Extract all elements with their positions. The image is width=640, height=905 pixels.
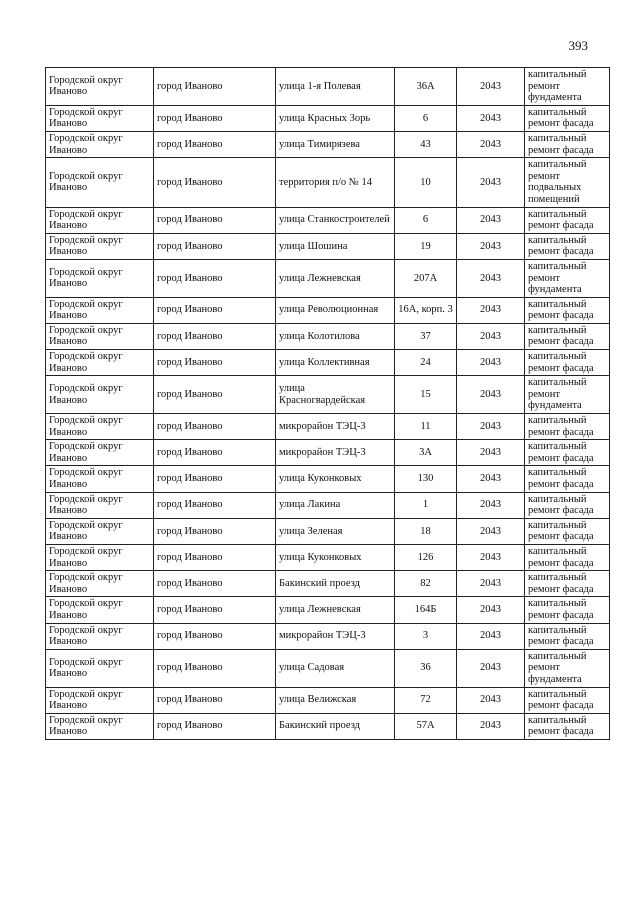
work-type-cell: капитальный ремонт фасада — [525, 233, 610, 259]
street-cell: улица Куконковых — [276, 466, 395, 492]
district-cell: Городской округ Иваново — [46, 492, 154, 518]
work-type-cell: капитальный ремонт фасада — [525, 492, 610, 518]
table-row — [46, 518, 610, 544]
city-cell: город Иваново — [154, 440, 276, 466]
table-row — [46, 492, 610, 518]
district-cell: Городской округ Иваново — [46, 233, 154, 259]
street-cell: улица Зеленая — [276, 518, 395, 544]
work-type-cell: капитальный ремонт фундамента — [525, 259, 610, 297]
table-row — [46, 207, 610, 233]
city-cell: город Иваново — [154, 105, 276, 131]
table-row — [46, 440, 610, 466]
year-cell: 2043 — [457, 105, 525, 131]
district-cell: Городской округ Иваново — [46, 518, 154, 544]
house-number-cell: 16А, корп. 3 — [395, 297, 457, 323]
work-type-cell: капитальный ремонт фасада — [525, 518, 610, 544]
street-cell: улица Садовая — [276, 649, 395, 687]
table-row — [46, 233, 610, 259]
table-row — [46, 571, 610, 597]
table-row — [46, 649, 610, 687]
street-cell: микрорайон ТЭЦ-3 — [276, 440, 395, 466]
district-cell: Городской округ Иваново — [46, 466, 154, 492]
city-cell: город Иваново — [154, 68, 276, 106]
district-cell: Городской округ Иваново — [46, 544, 154, 570]
year-cell: 2043 — [457, 571, 525, 597]
house-number-cell: 10 — [395, 158, 457, 207]
house-number-cell: 130 — [395, 466, 457, 492]
table-row — [46, 323, 610, 349]
house-number-cell: 24 — [395, 350, 457, 376]
year-cell: 2043 — [457, 376, 525, 414]
house-number-cell: 207А — [395, 259, 457, 297]
street-cell: улица Лежневская — [276, 597, 395, 623]
work-type-cell: капитальный ремонт фундамента — [525, 376, 610, 414]
district-cell: Городской округ Иваново — [46, 131, 154, 157]
table-row — [46, 158, 610, 207]
city-cell: город Иваново — [154, 597, 276, 623]
work-type-cell: капитальный ремонт фасада — [525, 207, 610, 233]
street-cell: улица Лежневская — [276, 259, 395, 297]
year-cell: 2043 — [457, 207, 525, 233]
city-cell: город Иваново — [154, 492, 276, 518]
city-cell: город Иваново — [154, 466, 276, 492]
house-number-cell: 82 — [395, 571, 457, 597]
table-row — [46, 68, 610, 106]
district-cell: Городской округ Иваново — [46, 623, 154, 649]
street-cell: улица 1-я Полевая — [276, 68, 395, 106]
year-cell: 2043 — [457, 323, 525, 349]
table-row — [46, 687, 610, 713]
street-cell: Бакинский проезд — [276, 571, 395, 597]
work-type-cell: капитальный ремонт фасада — [525, 323, 610, 349]
street-cell: Бакинский проезд — [276, 713, 395, 739]
street-cell: улица Лакина — [276, 492, 395, 518]
city-cell: город Иваново — [154, 158, 276, 207]
year-cell: 2043 — [457, 233, 525, 259]
district-cell: Городской округ Иваново — [46, 440, 154, 466]
table-row — [46, 350, 610, 376]
table-row — [46, 105, 610, 131]
district-cell: Городской округ Иваново — [46, 158, 154, 207]
work-type-cell: капитальный ремонт фасада — [525, 350, 610, 376]
year-cell: 2043 — [457, 597, 525, 623]
district-cell: Городской округ Иваново — [46, 68, 154, 106]
house-number-cell: 3А — [395, 440, 457, 466]
district-cell: Городской округ Иваново — [46, 105, 154, 131]
table-row — [46, 414, 610, 440]
city-cell: город Иваново — [154, 571, 276, 597]
city-cell: город Иваново — [154, 233, 276, 259]
year-cell: 2043 — [457, 649, 525, 687]
year-cell: 2043 — [457, 623, 525, 649]
district-cell: Городской округ Иваново — [46, 207, 154, 233]
city-cell: город Иваново — [154, 518, 276, 544]
year-cell: 2043 — [457, 466, 525, 492]
year-cell: 2043 — [457, 544, 525, 570]
house-number-cell: 164Б — [395, 597, 457, 623]
district-cell: Городской округ Иваново — [46, 414, 154, 440]
city-cell: город Иваново — [154, 207, 276, 233]
house-number-cell: 11 — [395, 414, 457, 440]
house-number-cell: 6 — [395, 207, 457, 233]
work-type-cell: капитальный ремонт фасада — [525, 414, 610, 440]
table-row — [46, 597, 610, 623]
house-number-cell: 43 — [395, 131, 457, 157]
street-cell: улица Революционная — [276, 297, 395, 323]
district-cell: Городской округ Иваново — [46, 687, 154, 713]
work-type-cell: капитальный ремонт фундамента — [525, 649, 610, 687]
house-number-cell: 57А — [395, 713, 457, 739]
house-number-cell: 6 — [395, 105, 457, 131]
table-row — [46, 544, 610, 570]
page-number: 393 — [568, 38, 588, 53]
year-cell: 2043 — [457, 350, 525, 376]
year-cell: 2043 — [457, 131, 525, 157]
registry-body — [46, 68, 610, 740]
house-number-cell: 19 — [395, 233, 457, 259]
year-cell: 2043 — [457, 687, 525, 713]
year-cell: 2043 — [457, 713, 525, 739]
city-cell: город Иваново — [154, 131, 276, 157]
district-cell: Городской округ Иваново — [46, 649, 154, 687]
street-cell: улица Красногвардейская — [276, 376, 395, 414]
street-cell: микрорайон ТЭЦ-3 — [276, 623, 395, 649]
table-row — [46, 376, 610, 414]
year-cell: 2043 — [457, 414, 525, 440]
city-cell: город Иваново — [154, 713, 276, 739]
house-number-cell: 36 — [395, 649, 457, 687]
year-cell: 2043 — [457, 158, 525, 207]
work-type-cell: капитальный ремонт фасада — [525, 571, 610, 597]
house-number-cell: 72 — [395, 687, 457, 713]
year-cell: 2043 — [457, 518, 525, 544]
district-cell: Городской округ Иваново — [46, 259, 154, 297]
year-cell: 2043 — [457, 440, 525, 466]
city-cell: город Иваново — [154, 323, 276, 349]
city-cell: город Иваново — [154, 414, 276, 440]
house-number-cell: 3 — [395, 623, 457, 649]
district-cell: Городской округ Иваново — [46, 713, 154, 739]
house-number-cell: 1 — [395, 492, 457, 518]
year-cell: 2043 — [457, 68, 525, 106]
work-type-cell: капитальный ремонт фасада — [525, 623, 610, 649]
district-cell: Городской округ Иваново — [46, 376, 154, 414]
work-type-cell: капитальный ремонт фундамента — [525, 68, 610, 106]
street-cell: улица Велижская — [276, 687, 395, 713]
city-cell: город Иваново — [154, 649, 276, 687]
street-cell: улица Станкостроителей — [276, 207, 395, 233]
work-type-cell: капитальный ремонт фасада — [525, 597, 610, 623]
district-cell: Городской округ Иваново — [46, 323, 154, 349]
work-type-cell: капитальный ремонт фасада — [525, 297, 610, 323]
work-type-cell: капитальный ремонт фасада — [525, 440, 610, 466]
street-cell: территория п/о № 14 — [276, 158, 395, 207]
city-cell: город Иваново — [154, 297, 276, 323]
table-row — [46, 466, 610, 492]
work-type-cell: капитальный ремонт фасада — [525, 131, 610, 157]
street-cell: улица Колотилова — [276, 323, 395, 349]
work-type-cell: капитальный ремонт фасада — [525, 466, 610, 492]
house-number-cell: 37 — [395, 323, 457, 349]
city-cell: город Иваново — [154, 350, 276, 376]
house-number-cell: 36А — [395, 68, 457, 106]
city-cell: город Иваново — [154, 259, 276, 297]
street-cell: улица Коллективная — [276, 350, 395, 376]
work-type-cell: капитальный ремонт фасада — [525, 105, 610, 131]
street-cell: микрорайон ТЭЦ-3 — [276, 414, 395, 440]
city-cell: город Иваново — [154, 687, 276, 713]
city-cell: город Иваново — [154, 376, 276, 414]
table-row — [46, 713, 610, 739]
street-cell: улица Красных Зорь — [276, 105, 395, 131]
city-cell: город Иваново — [154, 623, 276, 649]
year-cell: 2043 — [457, 492, 525, 518]
year-cell: 2043 — [457, 259, 525, 297]
table-row — [46, 259, 610, 297]
work-type-cell: капитальный ремонт фасада — [525, 687, 610, 713]
table-row — [46, 623, 610, 649]
year-cell: 2043 — [457, 297, 525, 323]
house-number-cell: 126 — [395, 544, 457, 570]
street-cell: улица Шошина — [276, 233, 395, 259]
district-cell: Городской округ Иваново — [46, 597, 154, 623]
city-cell: город Иваново — [154, 544, 276, 570]
street-cell: улица Куконковых — [276, 544, 395, 570]
district-cell: Городской округ Иваново — [46, 297, 154, 323]
registry-table — [45, 67, 610, 740]
work-type-cell: капитальный ремонт подвальных помещений — [525, 158, 610, 207]
table-row — [46, 297, 610, 323]
street-cell: улица Тимирязева — [276, 131, 395, 157]
district-cell: Городской округ Иваново — [46, 350, 154, 376]
table-row — [46, 131, 610, 157]
work-type-cell: капитальный ремонт фасада — [525, 713, 610, 739]
district-cell: Городской округ Иваново — [46, 571, 154, 597]
house-number-cell: 18 — [395, 518, 457, 544]
work-type-cell: капитальный ремонт фасада — [525, 544, 610, 570]
house-number-cell: 15 — [395, 376, 457, 414]
